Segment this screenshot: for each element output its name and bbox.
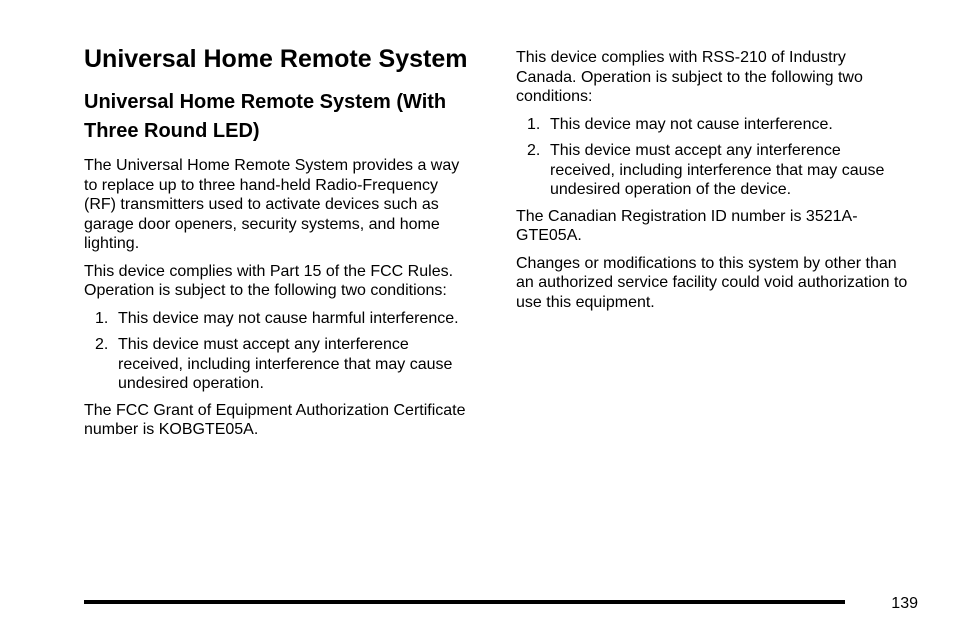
list-item (84, 335, 468, 394)
list-item (516, 141, 908, 200)
page-number: 139 (891, 595, 918, 612)
fcc-intro-paragraph: This device complies with Part 15 of the FCC Rules. Operation is subject to the following two conditions: (84, 262, 454, 299)
list-item-number: 1. (527, 115, 541, 133)
list-item-text: This device may not cause interference. (550, 115, 833, 133)
right-column (516, 44, 908, 320)
list-item-text: This device may not cause harmful interference. (118, 309, 459, 327)
list-item-number: 2. (527, 142, 541, 159)
list-item-number: 1. (95, 309, 109, 327)
list-item-text: This device must accept any interference received, including interference that may cause undesired operation. (118, 336, 453, 392)
fcc-grant-paragraph: The FCC Grant of Equipment Authorization Certificate number is KOBGTE05A. (84, 401, 466, 438)
canadian-id-paragraph: The Canadian Registration ID number is 3521A-GTE05A. (516, 207, 858, 244)
footer-rule (84, 600, 845, 604)
fcc-conditions-list (84, 309, 468, 394)
list-item-number: 2. (95, 336, 109, 353)
intro-paragraph: The Universal Home Remote System provides a way to replace up to three hand-held Radio-Frequency (RF) transmitters used to activate devices such as garage door openers, security systems, and home lighting. (84, 157, 460, 252)
rss-intro-paragraph: This device complies with RSS-210 of Industry Canada. Operation is subject to the following two conditions: (516, 49, 863, 105)
page-title: Universal Home Remote System (84, 45, 468, 73)
list-item-text: This device must accept any interference received, including interference that may cause undesired operation of the device. (550, 142, 885, 198)
list-item (84, 309, 468, 329)
left-column (84, 44, 468, 448)
section-heading: Universal Home Remote System (With Three Round LED) (84, 91, 447, 142)
list-item (516, 115, 908, 135)
rss-conditions-list (516, 115, 908, 200)
modifications-paragraph: Changes or modifications to this system by other than an authorized service facility could void authorization to use this equipment. (516, 254, 908, 311)
